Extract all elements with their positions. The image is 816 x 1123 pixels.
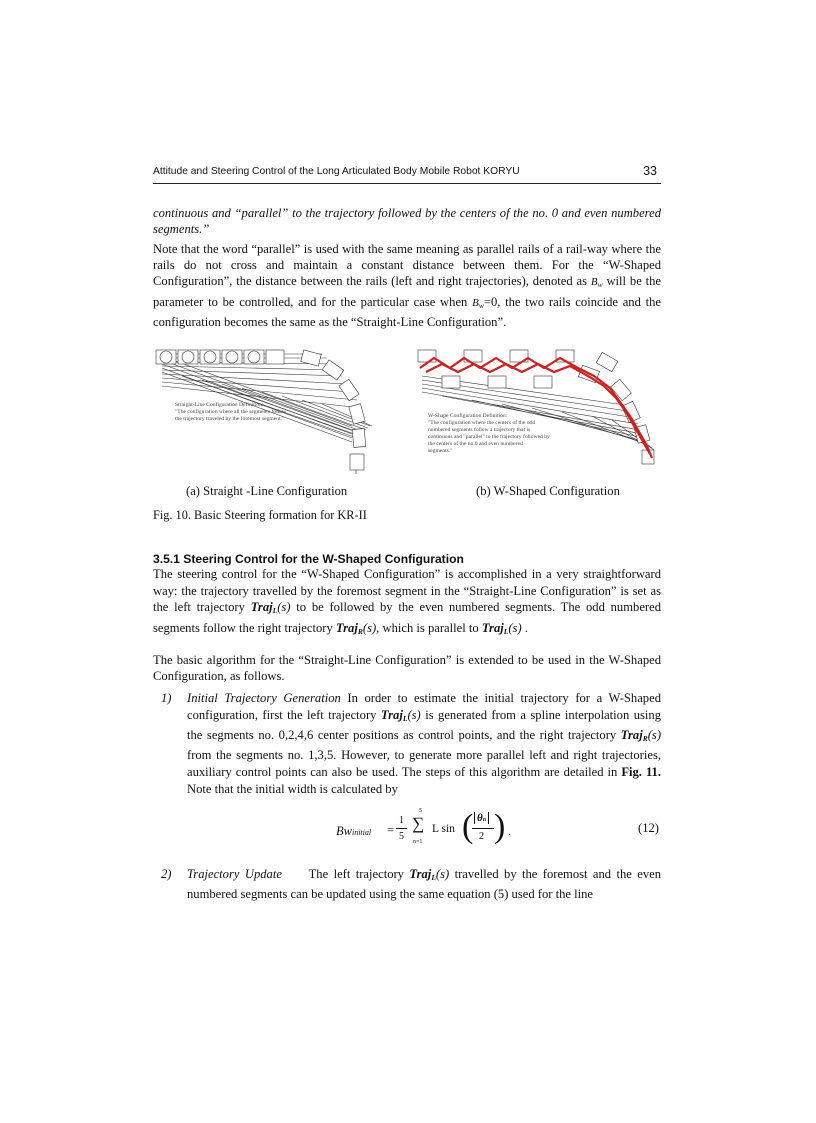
annotation-w-shaped: W-Shape Configuration Definition: "The configuration where the centers of the odd numbered segments follow a trajectory that is continuous and "parallel" to the trajectory followed by the centers of the no.0 and even numbered segments.": [428, 413, 550, 454]
list-item-1-title: Initial Trajectory Generation: [187, 691, 341, 705]
note-part2: will be the parameter to be controlled, and for the particular case when: [153, 274, 662, 309]
section-paragraph-2: The basic algorithm for the “Straight-Line Configuration” is extended to be used in the W-Shaped Configuration, as follows.: [153, 653, 661, 684]
bw-symbol-2: $B_w$: [472, 296, 484, 310]
traj-r-symbol: Traj$_R$: [335, 620, 363, 636]
figure-w-shaped: [412, 346, 662, 476]
traj-l-symbol: Traj$_L$: [250, 600, 278, 616]
running-header: [153, 165, 661, 184]
annotation-straight-line: Straight-Line Configuration Definition: "The configuration where all the segments follow the trajectory traveled by the foremost segment.": [175, 402, 287, 422]
subcaption-b: (b) W-Shaped Configuration: [476, 484, 620, 498]
bw-symbol: $B_w$: [590, 276, 603, 290]
fig-11-reference: Fig. 11.: [621, 765, 661, 779]
note-part3: =0, the two rails coincide and the configuration becomes the same as the “Straight-Line Configuration”.: [153, 294, 662, 329]
subcaption-a: (a) Straight -Line Configuration: [186, 484, 348, 498]
equation-number: (12): [638, 821, 659, 835]
note-paragraph: [153, 241, 661, 330]
header-title: Attitude and Steering Control of the Long Articulated Body Mobile Robot KORYU: [153, 166, 520, 177]
section-paragraph-1: The steering control for the “W-Shaped Configuration” is accomplished in a very straightforward way: the trajectory travelled by the foremost segment in the “Straight-Line Configuration” is set as the left trajectory Traj$_L$(s) to be followed by the even numbered segments. The odd numbered segments follow the right trajectory Traj$_R$(s), which is parallel to Traj$_L$(s) .: [153, 567, 661, 636]
note-part1: Note that the word “parallel” is used with the same meaning as parallel rails of a rail-way where the rails do not cross and maintain a constant distance between them. For the “W-Shaped Configuration”, the distance between the rails (left and right trajectories), denoted as: [153, 242, 661, 289]
page: Attitude and Steering Control of the Long Articulated Body Mobile Robot KORYU 33 continuous and “parallel” to the trajectory followed by the centers of the no. 0 and even numbered segments.” Note that the word “parallel” is used with the same meaning as parallel rails of a rail-way where the rails do not cross and maintain a constant distance between them. For the “W-Shaped Configuration”, the distance between the rails (left and right trajectories), denoted as $B_w$ will be the parameter to be controlled, and for the particular case when $B_w=0$, the two rails coincide and the configuration becomes the same as the “Straight-Line Configuration”. Straight-Line Configuration Definition: "The configuration where all the segments follow the trajectory traveled by the foremost segment." W-Shape Configuration Definition: "The configuration where the centers of the odd numbered segments follow a trajectory that is continuous and "parallel" to the trajectory followed by the centers of the no.0 and even numbered segments." (a) Straight -Line Configuration (b) W-Shaped Configuration Fig. 10. Basic Steering formation for KR-II 3.5.1 Steering Control for the W-Shaped Configuration The steering control for the “W-Shaped Configuration” is accomplished in a very straightforward way: the trajectory travelled by the foremost segment in the “Straight-Line Configuration” is set as the left trajectory Traj$_L$(s) to be followed by the even numbered segments. The odd numbered segments follow the right trajectory Traj$_R$(s), which is parallel to Traj$_L$(s) . The basic algorithm for the “Straight-Line Configuration” is extended to be used in the W-Shaped Configuration, as follows. 1) Initial Trajectory Generation In order to estimate the initial trajectory for a W-Shaped configuration, first the left trajectory Traj$_L$(s) is generated from a spline interpolation using the segments no. 0,2,4,6 center positions as control points, and the right trajectory Traj$_R$(s) from the segments no. 1,3,5. However, to generate more parallel left and right trajectories, auxiliary control points can also be used. The steps of this algorithm are detailed in Fig. 11. Note that the initial width is calculated by Bwinitial = 1 5 5 ∑ n=1 L sin ( θn 2 ) . (12) 2) Trajectory Update The left trajectory Traj$_L$(s) travelled by the foremost and the even numbered segments can be updated using the same equation (5) used for the line: [153, 164, 662, 901]
list-item-2-title: Trajectory Update: [187, 867, 282, 881]
equation-12: Bwinitial = 1 5 5 ∑ n=1 L sin ( θn 2 ) .: [336, 808, 511, 845]
figure-caption: Fig. 10. Basic Steering formation for KR-II: [153, 508, 367, 522]
page-number: 33: [643, 164, 657, 178]
continued-paragraph: continuous and “parallel” to the trajectory followed by the centers of the no. 0 and even numbered segments.”: [153, 206, 661, 237]
section-heading: 3.5.1 Steering Control for the W-Shaped Configuration: [153, 552, 464, 566]
